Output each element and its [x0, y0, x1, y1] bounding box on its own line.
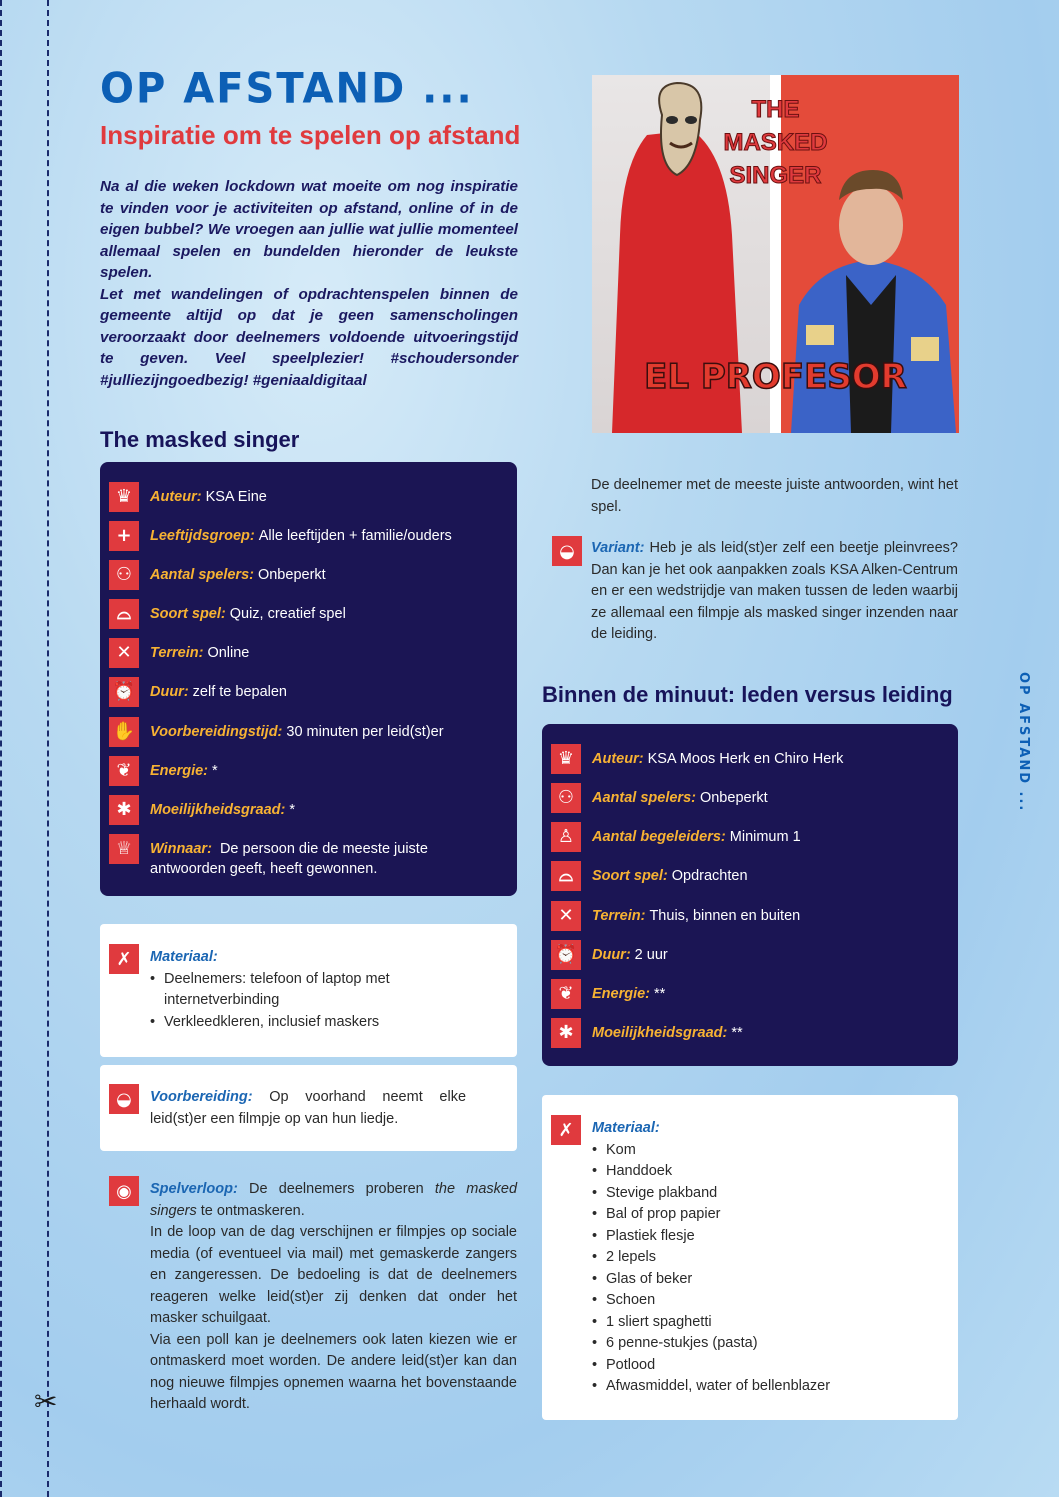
- info-value: De persoon die de meeste juiste antwoorden geeft, heeft gewonnen.: [150, 841, 428, 877]
- info-row-energie: [551, 984, 665, 1009]
- info-label: Moeilijkheidsgraad:: [150, 802, 286, 818]
- photo-title: [592, 93, 959, 192]
- intro-paragraph: Let met wandelingen of opdrachtenspelen binnen de gemeente altijd op dat je geen samenscholingen veroorzaakt door deelnemers voldoende uitvoeringstijd te geven. Veel speelplezier! #schoudersonder #julliezijngoedbezig! #geniaaldigitaal: [100, 285, 518, 389]
- game2-info-box: [542, 724, 958, 1066]
- info-label: Soort spel:: [150, 606, 226, 622]
- asterisk-icon: ✱: [551, 1018, 581, 1048]
- info-label: Auteur:: [150, 489, 202, 505]
- info-label: Soort spel:: [592, 868, 668, 884]
- info-label: Winnaar:: [150, 841, 212, 857]
- spelverloop-paragraph: Via een poll kan je deelnemers ook laten kiezen wie er ontmaskerd moet worden. De andere leid(st)er kan dan nog nieuwe filmpjes opnemen waarna het bovenstaande herhaald wordt.: [150, 1331, 517, 1412]
- people-icon: ⚇: [109, 560, 139, 590]
- plus-icon: +: [109, 521, 139, 551]
- info-row-auteur: [551, 749, 843, 774]
- info-value: KSA Moos Herk en Chiro Herk: [647, 751, 844, 767]
- info-row-soort-spel: [551, 866, 748, 891]
- list-item: • Verkleedkleren, inclusief maskers: [150, 1012, 466, 1034]
- materiaal-list: [150, 969, 466, 1034]
- info-row-voorbereidingstijd: [109, 722, 444, 747]
- spelverloop-intro: [150, 1179, 517, 1222]
- list-item: • Potlood: [592, 1355, 932, 1377]
- info-label: Energie:: [592, 986, 651, 1002]
- alarm-clock-icon: ⏰: [109, 677, 139, 707]
- list-item: • 1 sliert spaghetti: [592, 1312, 932, 1334]
- info-label: Aantal spelers:: [592, 790, 696, 806]
- info-value: 30 minuten per leid(st)er: [286, 724, 444, 740]
- info-row-aantal-spelers: [551, 788, 768, 813]
- info-row-moeilijkheidsgraad: [551, 1023, 743, 1048]
- game2-title: Binnen de minuut: leden versus leiding: [542, 682, 953, 707]
- info-row-moeilijkheidsgraad: [109, 800, 295, 825]
- info-label: Duur:: [150, 684, 189, 700]
- info-label: Terrein:: [592, 908, 646, 924]
- info-value: Minimum 1: [729, 829, 801, 845]
- hand-icon: ✋: [109, 717, 139, 747]
- info-row-terrein: [551, 906, 800, 931]
- spelverloop-text: te ontmaskeren.: [200, 1202, 305, 1219]
- info-value: Thuis, binnen en buiten: [649, 908, 801, 924]
- spelverloop-text: De deelnemers proberen: [249, 1181, 424, 1197]
- people-icon: ⚇: [551, 783, 581, 813]
- info-row-aantal-begeleiders: [551, 827, 801, 852]
- info-row-soort-spel: [109, 604, 346, 629]
- chili-pepper-icon: ❦: [109, 756, 139, 786]
- cross-icon: ✕: [551, 901, 581, 931]
- list-item: • Glas of beker: [592, 1269, 932, 1291]
- info-value: *: [289, 802, 296, 818]
- fork-knife-icon: ✗: [551, 1115, 581, 1145]
- person-icon: ♙: [551, 822, 581, 852]
- list-item: • Stevige plakband: [592, 1183, 932, 1205]
- list-item: • Handdoek: [592, 1161, 932, 1183]
- info-value: Alle leeftijden + familie/ouders: [258, 528, 452, 544]
- list-item: • 6 penne-stukjes (pasta): [592, 1333, 932, 1355]
- info-label: Duur:: [592, 947, 631, 963]
- info-row-auteur: [109, 487, 267, 512]
- list-item: • Plastiek flesje: [592, 1226, 932, 1248]
- game1-spelverloop: [150, 1179, 517, 1416]
- side-label: OP AFSTAND ...: [1016, 672, 1031, 813]
- info-label: Auteur:: [592, 751, 644, 767]
- voorbereiding-text: Op voorhand neemt elke leid(st)er een filmpje op van hun liedje.: [150, 1089, 467, 1127]
- info-value: KSA Eine: [205, 489, 267, 505]
- info-row-duur: [551, 945, 668, 970]
- info-value: zelf te bepalen: [192, 684, 287, 700]
- game1-info-box: [100, 462, 517, 896]
- info-row-duur: [109, 682, 287, 707]
- info-value: Online: [207, 645, 250, 661]
- game2-materiaal: [592, 1118, 932, 1398]
- info-value: 2 uur: [634, 947, 668, 963]
- spelverloop-label: Spelverloop:: [150, 1181, 238, 1197]
- chef-hat-icon: ♛: [109, 482, 139, 512]
- mixing-bowl-icon: ◒: [109, 1084, 139, 1114]
- spelverloop-paragraph: In de loop van de dag verschijnen er filmpjes op sociale media (of eventueel via mail) met gemaskerde zangers en zangeressen. De bedoeling is dat de deelnemers reageren welke leid(st)er zij denken dat onder het masker schuilgaat.: [150, 1224, 517, 1326]
- asterisk-icon: ✱: [109, 795, 139, 825]
- cross-icon: ✕: [109, 638, 139, 668]
- variant-label: Variant:: [591, 540, 645, 556]
- game1-variant: [591, 538, 958, 646]
- info-label: Energie:: [150, 763, 209, 779]
- list-item: • Schoen: [592, 1290, 932, 1312]
- chef-hat-icon: ♛: [551, 744, 581, 774]
- info-value: *: [212, 763, 218, 779]
- cloche-icon: ⌓: [109, 599, 139, 629]
- intro-paragraph: Na al die weken lockdown wat moeite om nog inspiratie te vinden voor je activiteiten op afstand, online of in de eigen bubbel? We vroegen aan jullie wat jullie momenteel allemaal spelen en bundelden hieronder de leukste spelen.: [100, 178, 518, 281]
- info-value: **: [731, 1025, 743, 1041]
- intro-text: [100, 176, 518, 391]
- info-label: Leeftijdsgroep:: [150, 528, 255, 544]
- list-item: • Afwasmiddel, water of bellenblazer: [592, 1376, 932, 1398]
- mixing-bowl-icon: ◒: [552, 536, 582, 566]
- alarm-clock-icon: ⏰: [551, 940, 581, 970]
- winner-text: De deelnemer met de meeste juiste antwoorden, wint het spel.: [591, 477, 958, 515]
- info-row-winnaar: [109, 839, 509, 879]
- photo-title-line: MASKED: [723, 129, 828, 156]
- materiaal-label: Materiaal:: [592, 1120, 660, 1136]
- spelverloop-emphasis: the masked singers: [150, 1181, 518, 1219]
- info-label: Aantal begeleiders:: [592, 829, 726, 845]
- game1-voorbereiding: [150, 1087, 466, 1130]
- info-value: **: [654, 986, 666, 1002]
- variant-text: Heb je als leid(st)er zelf een beetje pleinvrees? Dan kan je het ook aanpakken zoals KSA Alken-Centrum en er een wedstrijdje van maken tussen de leden waarbij ze allemaal een filmpje als masked singer inzenden naar de leiding.: [591, 540, 958, 642]
- info-value: Quiz, creatief spel: [229, 606, 346, 622]
- scissors-icon: ✂: [34, 1386, 58, 1417]
- fork-knife-icon: ✗: [109, 944, 139, 974]
- info-label: Voorbereidingstijd:: [150, 724, 283, 740]
- plate-cutlery-icon: ◉: [109, 1176, 139, 1206]
- page-title: OP AFSTAND ...: [100, 64, 474, 114]
- info-row-leeftijdsgroep: [109, 526, 452, 551]
- info-winnaar-text: [150, 839, 506, 879]
- list-item: • 2 lepels: [592, 1247, 932, 1269]
- list-item: • Deelnemers: telefoon of laptop met internetverbinding: [150, 969, 466, 1012]
- info-label: Aantal spelers:: [150, 567, 254, 583]
- info-row-terrein: [109, 643, 249, 668]
- left-page-edge: [0, 0, 5, 1497]
- info-value: Onbeperkt: [257, 567, 326, 583]
- info-value: Opdrachten: [671, 868, 748, 884]
- info-label: Terrein:: [150, 645, 204, 661]
- game1-title: The masked singer: [100, 427, 300, 452]
- list-item: • Kom: [592, 1140, 932, 1162]
- info-row-energie: [109, 761, 218, 786]
- photo-caption: EL PROFESOR: [644, 357, 907, 397]
- masked-singer-photo: [592, 75, 959, 433]
- materiaal-label: Materiaal:: [150, 949, 218, 965]
- info-label: Moeilijkheidsgraad:: [592, 1025, 728, 1041]
- list-item: • Bal of prop papier: [592, 1204, 932, 1226]
- materiaal-list: [592, 1140, 932, 1398]
- info-value: Onbeperkt: [699, 790, 768, 806]
- photo-title-line: THE: [751, 96, 800, 123]
- chili-pepper-icon: ❦: [551, 979, 581, 1009]
- trophy-icon: ♕: [109, 834, 139, 864]
- photo-title-line: SINGER: [729, 162, 822, 189]
- cloche-icon: ⌓: [551, 861, 581, 891]
- voorbereiding-label: Voorbereiding:: [150, 1089, 253, 1105]
- cut-line: [47, 0, 49, 1497]
- game1-materiaal: [150, 947, 466, 1033]
- info-row-aantal-spelers: [109, 565, 326, 590]
- page-subtitle: Inspiratie om te spelen op afstand: [100, 120, 521, 150]
